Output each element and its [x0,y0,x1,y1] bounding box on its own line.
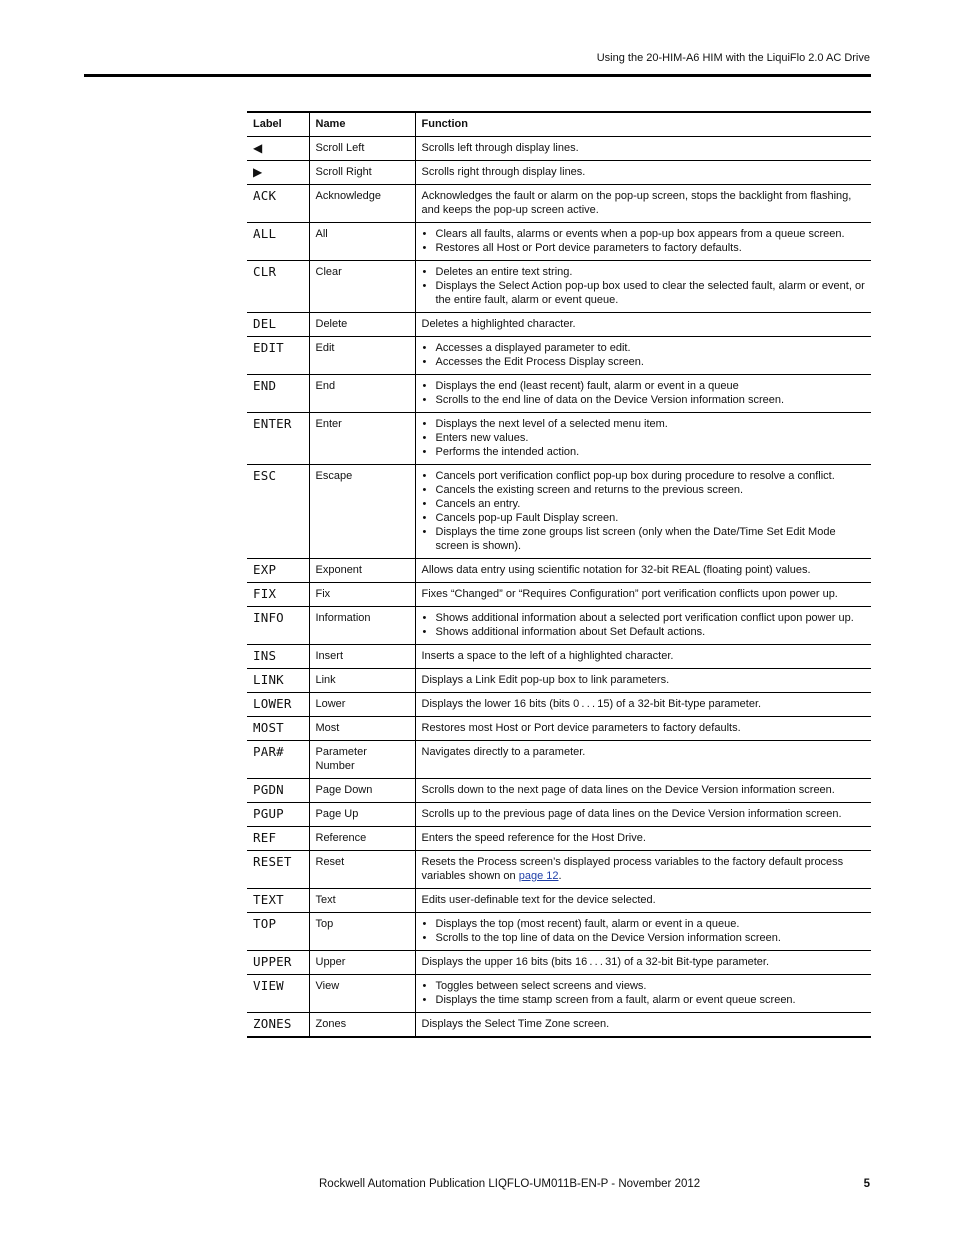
table-row [247,337,871,375]
key-label [247,313,309,337]
key-label-text: TEXT [253,892,284,907]
key-function [415,669,871,693]
key-label [247,741,309,779]
key-label-text: END [253,378,277,393]
key-name: Information [309,607,415,645]
key-label-text: LOWER [253,696,292,711]
key-function [415,137,871,161]
key-label [247,693,309,717]
key-label [247,803,309,827]
key-function [415,313,871,337]
key-label [247,913,309,951]
key-label-text: ACK [253,188,277,203]
key-label [247,669,309,693]
key-function [415,851,871,889]
table-row [247,583,871,607]
page-reference-link[interactable]: page 12 [518,870,559,882]
function-bullet: • Displays the time stamp screen from a fault, alarm or event queue screen. [436,993,866,1007]
function-bullet: • Cancels the existing screen and returns to the previous screen. [436,483,866,497]
function-text: Scrolls right through display lines. [421,166,586,178]
table-header-row [247,112,871,137]
key-function [415,375,871,413]
table-row [247,375,871,413]
key-name: Upper [309,951,415,975]
table-row [247,889,871,913]
table-row [247,827,871,851]
function-text: Displays the lower 16 bits (bits 0 . . . 15) of a 32-bit Bit-type parameter. [421,698,762,710]
function-bullet: • Scrolls to the end line of data on the Device Version information screen. [436,393,866,407]
function-bullet: • Displays the time zone groups list screen (only when the Date/Time Set Edit Mode screen is shown). [436,525,866,553]
key-label-text: UPPER [253,954,292,969]
key-label [247,717,309,741]
key-label [247,645,309,669]
function-bullet-list [422,341,866,369]
table-row [247,693,871,717]
function-text: Scrolls left through display lines. [421,142,579,154]
running-header: Using the 20-HIM-A6 HIM with the LiquiFlo 2.0 AC Drive [596,52,870,64]
key-function [415,889,871,913]
key-name: Link [309,669,415,693]
key-label [247,375,309,413]
key-function [415,803,871,827]
key-name: Clear [309,261,415,313]
key-name: Reference [309,827,415,851]
key-name: Zones [309,1013,415,1038]
key-label-text: LINK [253,672,284,687]
function-bullet: • Accesses the Edit Process Display screen. [436,355,866,369]
key-label-text: DEL [253,316,277,331]
key-name: Top [309,913,415,951]
function-text: Restores most Host or Port device parameters to factory defaults. [421,722,741,734]
key-name: Lower [309,693,415,717]
key-label [247,465,309,559]
key-function [415,827,871,851]
function-bullet: • Enters new values. [436,431,866,445]
key-function [415,413,871,465]
table-row [247,645,871,669]
key-function [415,693,871,717]
function-text: Displays the Select Time Zone screen. [421,1018,610,1030]
key-label [247,1013,309,1038]
key-name: Scroll Left [309,137,415,161]
function-bullet-list [422,979,866,1007]
key-function [415,559,871,583]
table-row [247,669,871,693]
key-label-text: MOST [253,720,284,735]
key-label-text: ENTER [253,416,292,431]
publication-footer: Rockwell Automation Publication LIQFLO-UM011B-EN-P - November 2012 [319,1178,701,1190]
key-name: View [309,975,415,1013]
key-name: Edit [309,337,415,375]
key-function [415,465,871,559]
key-label [247,951,309,975]
key-function [415,913,871,951]
left-arrow-icon: ◀ [253,141,263,155]
key-name: Exponent [309,559,415,583]
table-row [247,313,871,337]
key-name: Acknowledge [309,185,415,223]
key-label [247,889,309,913]
key-label [247,779,309,803]
function-bullet: • Scrolls to the top line of data on the Device Version information screen. [436,931,866,945]
table-row [247,607,871,645]
table-row [247,185,871,223]
key-label [247,185,309,223]
key-label-text: FIX [253,586,277,601]
key-label [247,413,309,465]
key-name: Page Down [309,779,415,803]
table-row [247,1013,871,1038]
key-label-text: INFO [253,610,284,625]
function-text: Resets the Process screen’s displayed process variables to the factory default process variables shown on [421,856,844,882]
function-bullet: • Shows additional information about Set Default actions. [436,625,866,639]
function-text: Deletes a highlighted character. [421,318,576,330]
function-text: Fixes “Changed” or “Requires Configuration” port verification conflicts upon power up. [421,588,838,600]
header-rule [84,74,871,77]
key-label [247,583,309,607]
table-row [247,741,871,779]
function-bullet: • Cancels port verification conflict pop-up box during procedure to resolve a conflict. [436,469,866,483]
function-text: Edits user-definable text for the device selected. [421,894,656,906]
key-label-text: REF [253,830,277,845]
key-name: Insert [309,645,415,669]
function-bullet: • Toggles between select screens and views. [436,979,866,993]
function-text: Navigates directly to a parameter. [421,746,586,758]
key-name: Fix [309,583,415,607]
key-label [247,851,309,889]
key-function [415,717,871,741]
function-text: Scrolls up to the previous page of data lines on the Device Version information screen. [421,808,842,820]
key-function [415,261,871,313]
function-bullet: • Cancels an entry. [436,497,866,511]
table-row [247,975,871,1013]
key-function [415,583,871,607]
key-function [415,161,871,185]
key-label-text: EXP [253,562,277,577]
key-function [415,607,871,645]
key-name: Enter [309,413,415,465]
key-label-text: PAR# [253,744,284,759]
key-label-text: PGDN [253,782,284,797]
function-bullet: • Restores all Host or Port device parameters to factory defaults. [436,241,866,255]
table-row [247,717,871,741]
function-bullet: • Displays the top (most recent) fault, alarm or event in a queue. [436,917,866,931]
key-function [415,779,871,803]
table-row [247,913,871,951]
function-bullet: • Clears all faults, alarms or events when a pop-up box appears from a queue screen. [436,227,866,241]
function-text: Displays the upper 16 bits (bits 16 . . . 31) of a 32-bit Bit-type parameter. [421,956,770,968]
table-row [247,223,871,261]
key-name: Delete [309,313,415,337]
table-row [247,951,871,975]
function-bullet-list [422,417,866,459]
key-label-text: RESET [253,854,292,869]
table-row [247,137,871,161]
table-body [247,137,871,1038]
function-bullet-list [422,611,866,639]
column-header-name: Name [309,112,415,137]
table-row [247,803,871,827]
key-label-text: CLR [253,264,277,279]
right-arrow-icon: ▶ [253,165,263,179]
key-function [415,223,871,261]
key-name: All [309,223,415,261]
key-label [247,559,309,583]
function-bullet-list [422,379,866,407]
key-label [247,827,309,851]
function-text-end: . [558,870,562,882]
column-header-label: Label [247,112,309,137]
function-bullet: • Displays the Select Action pop-up box used to clear the selected fault, alarm or event, or the entire fault, alarm or event queue. [436,279,866,307]
key-function [415,951,871,975]
key-label-text: PGUP [253,806,284,821]
function-bullet-list [422,227,866,255]
key-function [415,741,871,779]
column-header-function: Function [415,112,871,137]
key-label-text: TOP [253,916,277,931]
table-row [247,413,871,465]
key-name: Most [309,717,415,741]
key-label [247,607,309,645]
function-text: Enters the speed reference for the Host Drive. [421,832,646,844]
key-name: Escape [309,465,415,559]
key-label [247,975,309,1013]
function-text: Inserts a space to the left of a highlighted character. [421,650,674,662]
function-bullet: • Displays the end (least recent) fault, alarm or event in a queue [436,379,866,393]
key-name: Page Up [309,803,415,827]
function-bullet: • Displays the next level of a selected menu item. [436,417,866,431]
function-text: Displays a Link Edit pop-up box to link parameters. [421,674,670,686]
function-text: Allows data entry using scientific notation for 32-bit REAL (floating point) values. [421,564,811,576]
key-name: End [309,375,415,413]
function-bullet-list [422,265,866,307]
table-row [247,465,871,559]
table-row [247,851,871,889]
function-bullet: • Performs the intended action. [436,445,866,459]
key-function-table [247,111,871,1038]
key-function [415,645,871,669]
key-label [247,261,309,313]
function-bullet: • Cancels pop-up Fault Display screen. [436,511,866,525]
function-bullet-list [422,469,866,553]
function-bullet: • Deletes an entire text string. [436,265,866,279]
key-function [415,1013,871,1038]
key-label-text: VIEW [253,978,284,993]
key-function [415,975,871,1013]
table-row [247,261,871,313]
key-label-text: INS [253,648,277,663]
function-text: Acknowledges the fault or alarm on the pop-up screen, stops the backlight from flashing, and keeps the pop-up screen active. [421,190,852,216]
page-number: 5 [863,1178,870,1190]
table-row [247,161,871,185]
table-row [247,559,871,583]
key-name: Parameter Number [309,741,415,779]
key-label [247,337,309,375]
function-bullet: • Shows additional information about a selected port verification conflict upon power up. [436,611,866,625]
function-bullet: • Accesses a displayed parameter to edit. [436,341,866,355]
key-label-text: EDIT [253,340,284,355]
key-name: Reset [309,851,415,889]
key-name: Text [309,889,415,913]
key-label [247,137,309,161]
key-function [415,185,871,223]
key-label-text: ZONES [253,1016,292,1031]
key-label [247,223,309,261]
key-label [247,161,309,185]
key-label-text: ALL [253,226,277,241]
key-name: Scroll Right [309,161,415,185]
key-function [415,337,871,375]
function-text: Scrolls down to the next page of data lines on the Device Version information screen. [421,784,835,796]
key-label-text: ESC [253,468,277,483]
function-bullet-list [422,917,866,945]
table-row [247,779,871,803]
